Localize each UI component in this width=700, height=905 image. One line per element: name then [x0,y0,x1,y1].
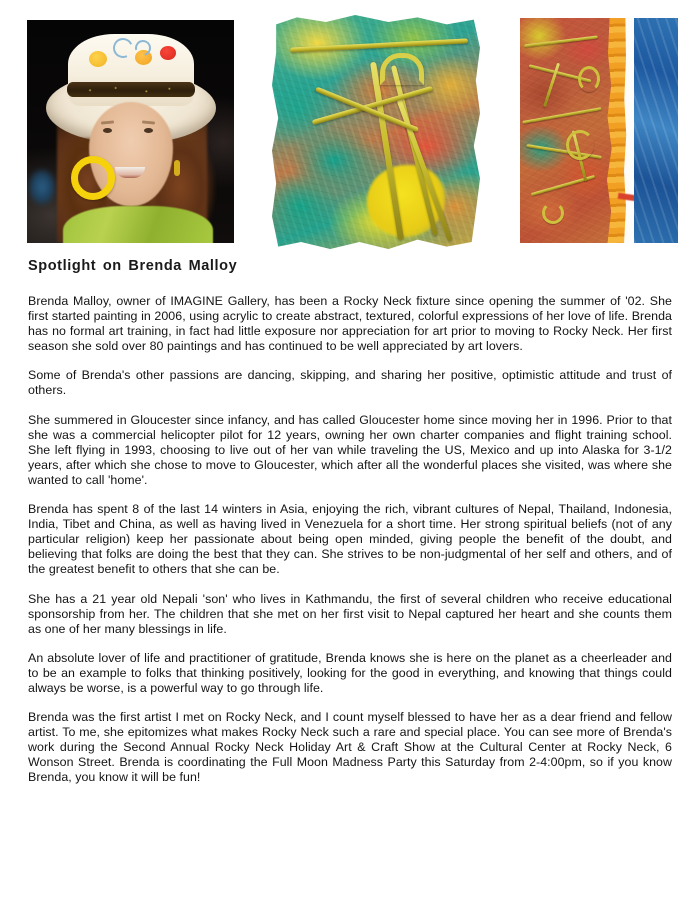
portrait-hoop-earring [71,156,115,200]
abstract-painting [270,12,485,254]
abstract-relief-hook [380,53,424,85]
closeup-blue-field [634,18,678,243]
closeup-painting [520,18,678,243]
closeup-relief-line [524,36,598,48]
portrait-hat-band [67,82,195,97]
portrait-earring-right [174,160,180,176]
article [28,256,672,786]
closeup-relief-line [531,175,595,196]
abstract-painting-canvas [272,15,480,249]
article-paragraph: Brenda Malloy, owner of IMAGINE Gallery, has been a Rocky Neck fixture since opening the summer of '02. She first started painting in 2006, using acrylic to create abstract, textured, colorful expressions of her love of life. Brenda has no formal art training, in fact had little exposure nor appreciation for art prior to moving to Rocky Neck. Her first season she sold over 80 paintings and has continued to be well appreciated by art lovers. [28,294,672,354]
closeup-relief-line [526,144,602,159]
closeup-relief-loop [578,66,600,92]
article-paragraph: Some of Brenda's other passions are dancing, skipping, and sharing her positive, optimistic attitude and trust of others. [28,368,672,398]
article-paragraph: She has a 21 year old Nepali 'son' who lives in Kathmandu, the first of several children who receive educational sponsorship from her. The children that she met on her first visit to Nepal captured her heart and she counts them as one of her many blessings in life. [28,591,672,636]
page-title: Spotlight on Brenda Malloy [28,258,238,274]
portrait-eye-right [144,128,153,133]
closeup-relief-line [522,107,601,124]
image-row [0,0,700,256]
article-paragraph: Brenda was the first artist I met on Rocky Neck, and I count myself blessed to have her as a dear friend and fellow artist. To me, she epitomizes what makes Rocky Neck such a rare and special place. You can see more of Brenda's work during the Second Annual Rocky Neck Holiday Art & Craft Show at the Cultural Center at Rocky Neck, 6 Wonson Street. Brenda is coordinating the Full Moon Madness Party this Saturday from 2-4:00pm, so if you know Brenda, you know it will be fun! [28,710,672,785]
portrait-eye-left [103,128,112,133]
closeup-relief-line [543,63,560,108]
article-paragraph: Brenda has spent 8 of the last 14 winters in Asia, enjoying the rich, vibrant cultures of Nepal, Thailand, Indonesia, India, Tibet and China, as well as having lived in Venezuela for a short time. Her strong spiritual beliefs (not of any particular religion) keep her passionate about being open minded, giving people the benefit of the doubt, and believing that folks are doing the best that they can. She strives to be non-judgmental of her self and others, and of the greatest benefit to others that she can be. [28,502,672,577]
closeup-relief-loop [542,202,564,224]
article-paragraph: An absolute lover of life and practitioner of gratitude, Brenda knows she is here on the planet as a cheerleader and to be an example to folks that thinking positively, looking for the good in everything, and knowing that things could always be worse, is a powerful way to go through life. [28,650,672,695]
closeup-relief-line [529,64,592,82]
closeup-relief-loop [566,130,594,160]
portrait-background-figure [29,170,55,204]
hat-decoration-red [160,46,176,60]
hat-decoration-yellow [89,51,107,67]
closeup-relief-line [572,130,587,181]
article-paragraph: She summered in Gloucester since infancy, and has called Gloucester home since moving her in 1996. Prior to that she was a commercial helicopter pilot for 12 years, owning her own charter companies and flight training school. She left flying in 1993, choosing to live out of her van while traveling the US, Mexico and up into Alaska for 3-1/2 years, after which she chose to move to Gloucester, which after all the wonderful places she visited, was where she wanted to call 'home'. [28,412,672,487]
portrait-green-top [63,206,213,243]
portrait-photo [27,20,234,243]
closeup-red-field [520,18,616,243]
